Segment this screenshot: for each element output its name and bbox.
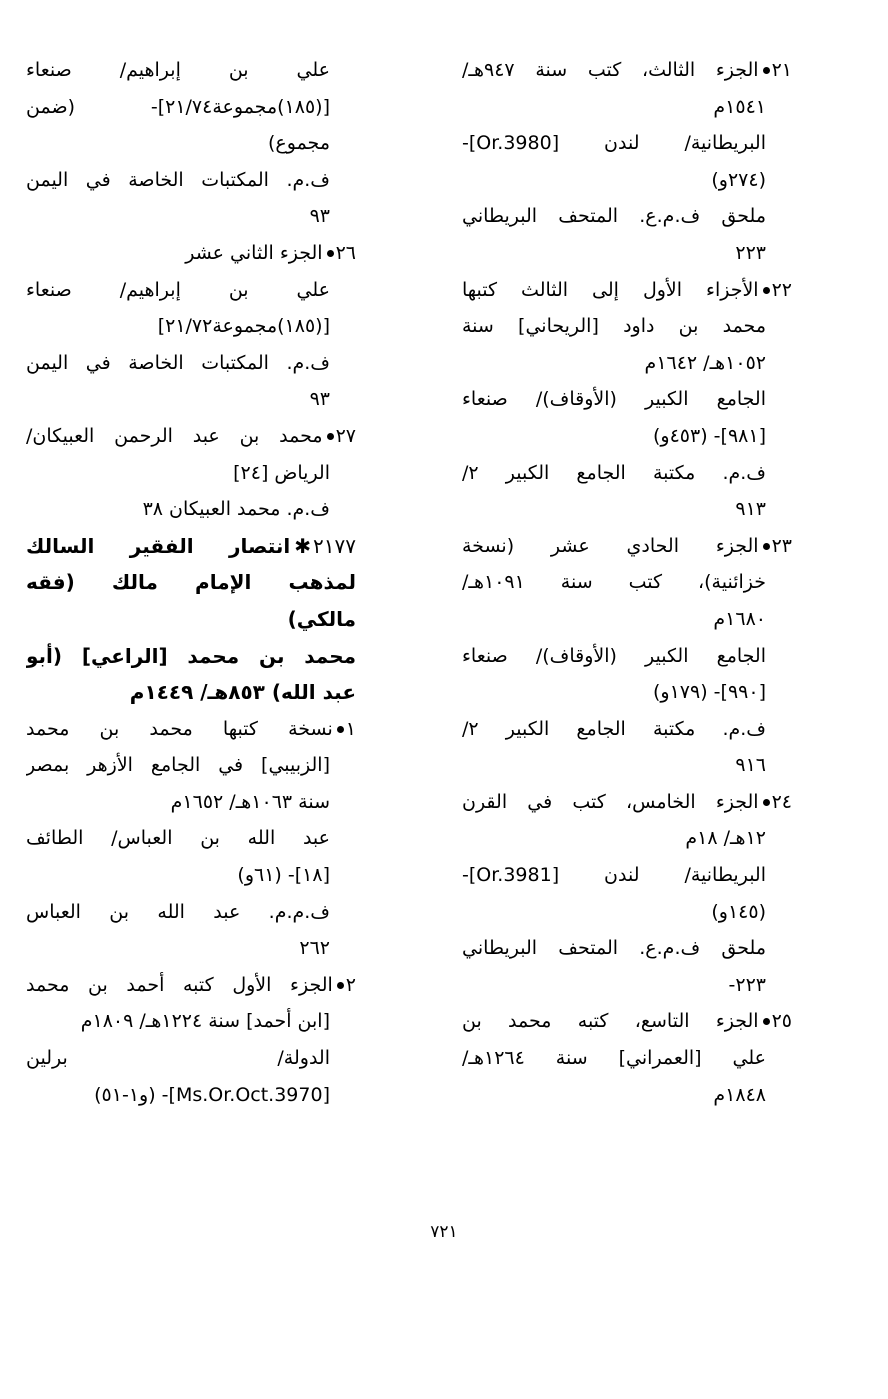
page-number: ٧٢١: [430, 1222, 458, 1242]
line-text: ف.م. مكتبة الجامع الكبير ٢/: [462, 461, 766, 484]
line-text: الجامع الكبير (الأوقاف)/ صنعاء: [462, 388, 766, 411]
text-line: [26, 784, 356, 821]
line-text: ١٨٤٨م: [713, 1083, 766, 1106]
line-text: الدولة/ برلين: [26, 1047, 330, 1070]
text-line: [26, 638, 356, 675]
text-line: [26, 272, 356, 309]
line-text: [ابن أحمد] سنة ١٢٢٤هـ/ ١٨٠٩م: [80, 1010, 330, 1033]
text-line: [462, 125, 792, 162]
right-column: [462, 52, 792, 1113]
line-text: ١٥٤١م: [713, 95, 766, 118]
line-text: محمد بن عبد الرحمن العبيكان/: [26, 424, 323, 447]
text-line: [26, 125, 356, 162]
line-text: [Ms.Or.Oct.3970]- (و١-٥١): [94, 1083, 330, 1106]
text-line: [26, 857, 356, 894]
line-text: علي بن إبراهيم/ صنعاء: [26, 59, 330, 81]
line-text: نسخة كتبها محمد بن محمد: [26, 717, 333, 740]
entry-line: [462, 52, 792, 89]
line-text: علي [العمراني] سنة ١٢٦٤هـ/: [462, 1047, 766, 1070]
text-line: [462, 747, 792, 784]
text-line: [462, 1077, 792, 1114]
entry-line: [462, 528, 792, 565]
line-text: البريطانية/ لندن [Or.3980]-: [462, 132, 766, 155]
entry-line: [462, 784, 792, 821]
text-line: [26, 162, 356, 199]
line-text: مالكي): [287, 606, 356, 631]
line-text: انتصار الفقير السالك: [26, 533, 291, 558]
text-line: [462, 820, 792, 857]
line-text: محمد بن داود [الريحاني] سنة: [462, 315, 766, 338]
text-line: [26, 564, 356, 601]
left-column: [26, 52, 356, 1113]
text-line: [462, 381, 792, 418]
asterisk-icon: ✱: [294, 533, 312, 558]
line-text: الجزء التاسع، كتبه محمد بن: [462, 1010, 759, 1033]
line-text: مجموع): [268, 132, 330, 155]
text-line: [462, 455, 792, 492]
line-text: ٩٣: [309, 205, 330, 228]
line-text: ٢٢٣: [735, 241, 766, 264]
line-text: ملحق ف.م.ع. المتحف البريطاني: [462, 937, 766, 960]
entry-line: [26, 235, 356, 272]
line-text: البريطانية/ لندن [Or.3981]-: [462, 864, 766, 887]
text-line: [462, 930, 792, 967]
text-line: [26, 1003, 356, 1040]
text-line: [462, 345, 792, 382]
text-line: [26, 198, 356, 235]
line-text: الجزء الثالث، كتب سنة ٩٤٧هـ/: [462, 59, 759, 81]
line-text: ٢٢٣-: [728, 973, 766, 996]
text-line: [462, 857, 792, 894]
line-text: ملحق ف.م.ع. المتحف البريطاني: [462, 205, 766, 228]
bullet-icon: [763, 543, 770, 550]
bullet-icon: [763, 1018, 770, 1025]
text-line: [26, 89, 356, 126]
line-text: عبد الله) ٨٥٣هـ/ ١٤٤٩م: [129, 680, 356, 705]
text-line: [462, 967, 792, 1004]
text-line: [26, 455, 356, 492]
line-text: ٢٦٢: [299, 937, 330, 960]
text-line: [462, 601, 792, 638]
line-text: خزائنية)، كتب سنة ١٠٩١هـ/: [462, 571, 766, 594]
bullet-icon: [327, 433, 334, 440]
bullet-icon: [327, 250, 334, 257]
line-text: ف.م. محمد العبيكان ٣٨: [142, 498, 330, 521]
line-text: سنة ١٠٦٣هـ/ ١٦٥٢م: [170, 790, 330, 813]
line-text: الرياض [٢٤]: [233, 461, 330, 484]
line-text: ١٢هـ/ ١٨م: [685, 827, 766, 850]
line-text: [(١٨٥)مجموعة٢١/٧٢]: [157, 315, 330, 338]
line-text: الجامع الكبير (الأوقاف)/ صنعاء: [462, 644, 766, 667]
line-text: ٩١٦: [735, 754, 766, 777]
entry-line: [26, 967, 356, 1004]
text-line: [462, 1040, 792, 1077]
line-text: ف.م. المكتبات الخاصة في اليمن: [26, 351, 330, 374]
line-text: عبد الله بن العباس/ الطائف: [26, 827, 330, 850]
bullet-icon: [763, 799, 770, 806]
text-line: [462, 162, 792, 199]
line-text: ٩٣: [309, 388, 330, 411]
text-line: [26, 894, 356, 931]
line-text: [الزبيبي] في الجامع الأزهر بمصر: [26, 754, 330, 777]
text-line: [26, 930, 356, 967]
bullet-icon: [337, 982, 344, 989]
line-text: الأجزاء الأول إلى الثالث كتبها: [462, 278, 759, 301]
line-text: ١٦٨٠م: [713, 607, 766, 630]
line-text: الجزء الخامس، كتب في القرن: [462, 790, 759, 813]
entry-number: ٢٧: [335, 424, 356, 447]
line-text: [٩٨١]- (٤٥٣و): [653, 424, 766, 447]
text-line: [26, 601, 356, 638]
line-text: الجزء الحادي عشر (نسخة: [462, 534, 759, 557]
text-line: [462, 674, 792, 711]
entry-line: [462, 1003, 792, 1040]
entry-number: ٢٣: [771, 534, 792, 557]
text-line: [26, 52, 356, 89]
line-text: علي بن إبراهيم/ صنعاء: [26, 278, 330, 301]
text-line: [26, 308, 356, 345]
line-text: [(١٨٥)مجموعة٢١/٧٤]- (ضمن: [26, 95, 330, 118]
text-line: [26, 747, 356, 784]
text-line: [462, 564, 792, 601]
entry-number: ٢٦: [335, 241, 356, 264]
text-line: [26, 381, 356, 418]
text-line: [462, 894, 792, 931]
text-line: [462, 308, 792, 345]
entry-number: ٢١: [771, 59, 792, 81]
text-line: [462, 638, 792, 675]
entry-line: [462, 272, 792, 309]
line-text: (١٤٥و): [711, 900, 766, 923]
entry-number: ٢١٧٧: [313, 533, 356, 558]
line-text: [١٨]- (٦١و): [237, 864, 330, 887]
entry-number: ٢٥: [771, 1010, 792, 1033]
line-text: الجزء الثاني عشر: [185, 241, 323, 264]
entry-line: [26, 528, 356, 565]
text-line: [26, 345, 356, 382]
entry-number: ٢٤: [771, 790, 792, 813]
text-line: [462, 418, 792, 455]
text-line: [26, 674, 356, 711]
line-text: ف.م. المكتبات الخاصة في اليمن: [26, 168, 330, 191]
line-text: ف.م.م. عبد الله بن العباس: [26, 900, 330, 923]
text-line: [462, 491, 792, 528]
line-text: لمذهب الإمام مالك (فقه: [26, 570, 356, 595]
text-line: [26, 1077, 356, 1114]
text-line: [462, 711, 792, 748]
line-text: ٩١٣: [735, 498, 766, 521]
entry-number: ١: [345, 717, 356, 740]
line-text: ف.م. مكتبة الجامع الكبير ٢/: [462, 717, 766, 740]
line-text: (٢٧٤و): [711, 168, 766, 191]
line-text: ١٠٥٢هـ/ ١٦٤٢م: [644, 351, 766, 374]
bullet-icon: [763, 287, 770, 294]
text-line: [26, 1040, 356, 1077]
bullet-icon: [337, 726, 344, 733]
text-line: [26, 491, 356, 528]
text-line: [462, 198, 792, 235]
entry-line: [26, 418, 356, 455]
text-line: [462, 89, 792, 126]
line-text: [٩٩٠]- (١٧٩و): [653, 681, 766, 704]
text-line: [462, 235, 792, 272]
bullet-icon: [763, 67, 770, 74]
entry-number: ٢: [345, 973, 356, 996]
line-text: محمد بن محمد [الراعي] (أبو: [26, 643, 356, 668]
entry-number: ٢٢: [771, 278, 792, 301]
entry-line: [26, 711, 356, 748]
text-line: [26, 820, 356, 857]
line-text: الجزء الأول كتبه أحمد بن محمد: [26, 973, 333, 996]
